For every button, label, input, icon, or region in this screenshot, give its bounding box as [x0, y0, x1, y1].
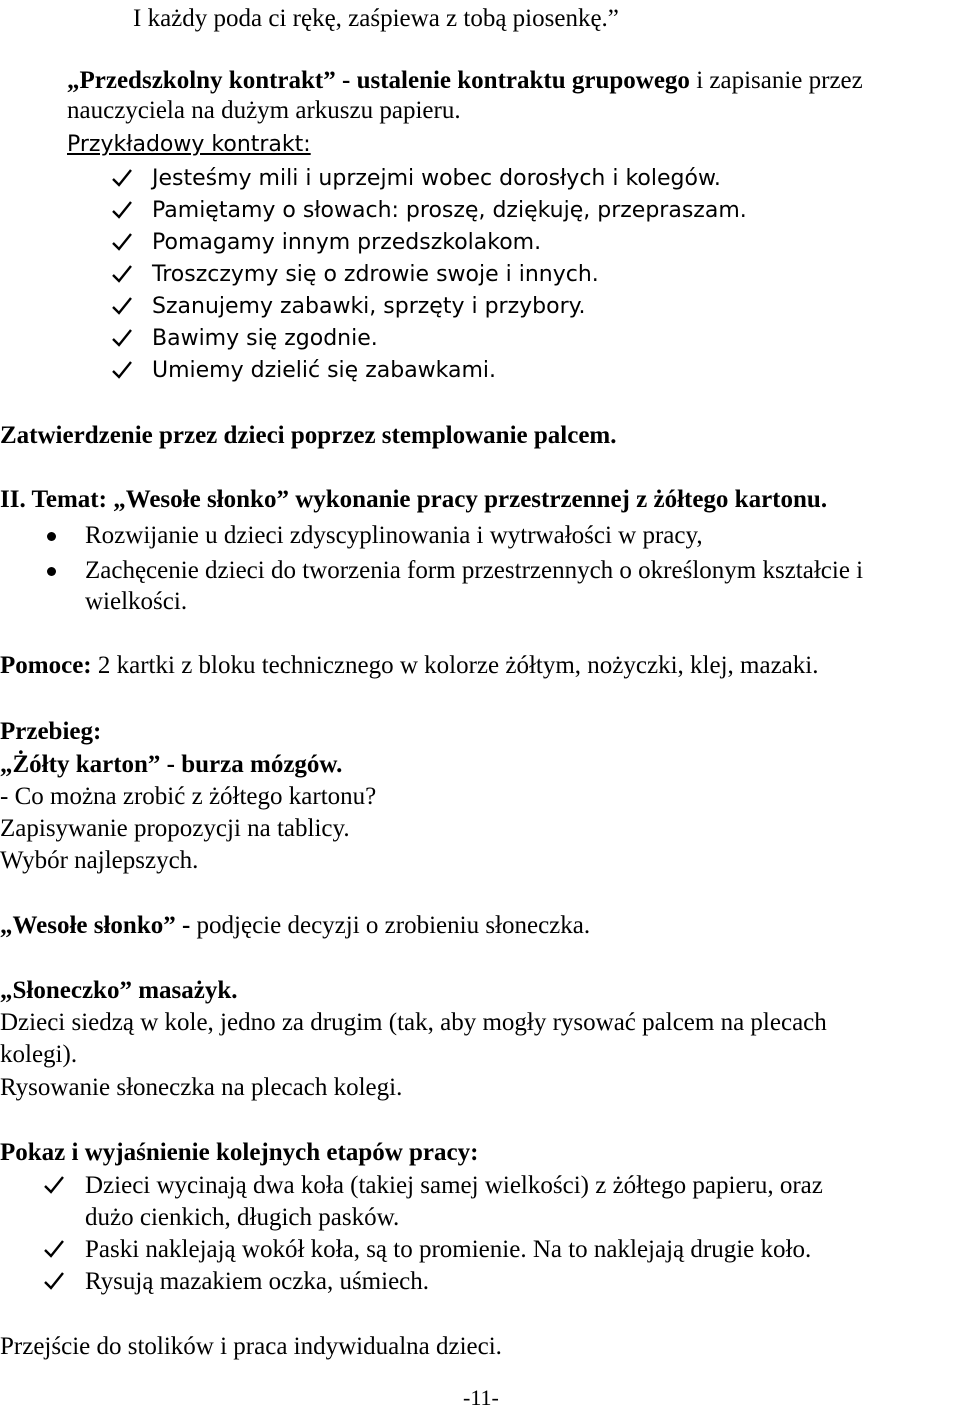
- contract-item-text: Pomagamy innym przedszkolakom.: [152, 230, 542, 255]
- step-text: Rysują mazakiem oczka, uśmiech.: [85, 1268, 430, 1295]
- checkmark-icon: [110, 262, 134, 286]
- course-step1: „Żółty karton” - burza mózgów.: [0, 751, 343, 778]
- approval-line: Zatwierdzenie przez dzieci poprzez stemplowanie palcem.: [0, 422, 617, 449]
- topic-rest: wykonanie pracy przestrzennej z żółtego kartonu.: [288, 486, 828, 513]
- contract-title: [67, 66, 863, 96]
- checkmark-icon: [110, 198, 134, 222]
- steps-label: Pokaz i wyjaśnienie kolejnych etapów pracy:: [0, 1139, 479, 1166]
- checkmark-icon: [110, 230, 134, 254]
- topic-title: „Wesołe słonko”: [113, 486, 289, 513]
- step-text-continuation: dużo cienkich, długich pasków.: [85, 1204, 400, 1231]
- massage-heading: „Słoneczko” masażyk.: [0, 977, 238, 1004]
- contract-item-text: Pamiętamy o słowach: proszę, dziękuję, przepraszam.: [152, 198, 747, 223]
- closing-line: Przejście do stolików i praca indywidualna dzieci.: [0, 1333, 502, 1360]
- page-number: -11-: [463, 1385, 499, 1410]
- example-contract-label: Przykładowy kontrakt:: [67, 132, 311, 157]
- aids-line: [0, 651, 818, 681]
- checkmark-icon: [42, 1237, 66, 1261]
- contract-title-bold: „Przedszkolny kontrakt” - ustalenie kontraktu grupowego: [67, 67, 690, 94]
- course-label: Przebieg:: [0, 718, 102, 745]
- intro-line: I każdy poda ci rękę, zaśpiewa z tobą piosenkę.”: [133, 5, 619, 32]
- massage-desc-line1: Dzieci siedzą w kole, jedno za drugim (tak, aby mogły rysować palcem na plecach: [0, 1009, 827, 1036]
- massage-desc-line2: kolegi).: [0, 1041, 78, 1068]
- checkmark-icon: [110, 294, 134, 318]
- contract-item-text: Troszczymy się o zdrowie swoje i innych.: [152, 262, 599, 287]
- checkmark-icon: [42, 1173, 66, 1197]
- course-step2-bold: „Wesołe słonko” -: [0, 912, 191, 939]
- checkmark-icon: [110, 166, 134, 190]
- course-step2: [0, 911, 590, 941]
- goal-text: Zachęcenie dzieci do tworzenia form przestrzennych o określonym kształcie i: [85, 557, 864, 584]
- aids-label: Pomoce:: [0, 652, 92, 679]
- contract-item-text: Bawimy się zgodnie.: [152, 326, 378, 351]
- course-step2-rest: podjęcie decyzji o zrobieniu słoneczka.: [190, 912, 591, 939]
- course-choice: Wybór najlepszych.: [0, 847, 199, 874]
- topic-heading: [0, 485, 827, 515]
- contract-item-text: Umiemy dzielić się zabawkami.: [152, 358, 497, 383]
- step-text: Paski naklejają wokół koła, są to promienie. Na to naklejają drugie koło.: [85, 1236, 812, 1263]
- course-question: - Co można zrobić z żółtego kartonu?: [0, 783, 377, 810]
- goal-continuation: wielkości.: [85, 588, 188, 615]
- bullet-icon: [47, 532, 56, 541]
- goal-text: Rozwijanie u dzieci zdyscyplinowania i wytrwałości w pracy,: [85, 522, 703, 549]
- step-text: Dzieci wycinają dwa koła (takiej samej wielkości) z żółtego papieru, oraz: [85, 1172, 823, 1199]
- course-proposals: Zapisywanie propozycji na tablicy.: [0, 815, 350, 842]
- aids-text: 2 kartki z bloku technicznego w kolorze żółtym, nożyczki, klej, mazaki.: [91, 652, 819, 679]
- topic-prefix: II. Temat:: [0, 486, 114, 513]
- checkmark-icon: [110, 326, 134, 350]
- bullet-icon: [47, 567, 56, 576]
- contract-item-text: Szanujemy zabawki, sprzęty i przybory.: [152, 294, 586, 319]
- checkmark-icon: [42, 1269, 66, 1293]
- contract-title-line2: nauczyciela na dużym arkuszu papieru.: [67, 97, 461, 124]
- contract-title-rest: i zapisanie przez: [689, 67, 863, 94]
- contract-item-text: Jesteśmy mili i uprzejmi wobec dorosłych i kolegów.: [152, 166, 721, 191]
- checkmark-icon: [110, 358, 134, 382]
- massage-desc-line3: Rysowanie słoneczka na plecach kolegi.: [0, 1074, 403, 1101]
